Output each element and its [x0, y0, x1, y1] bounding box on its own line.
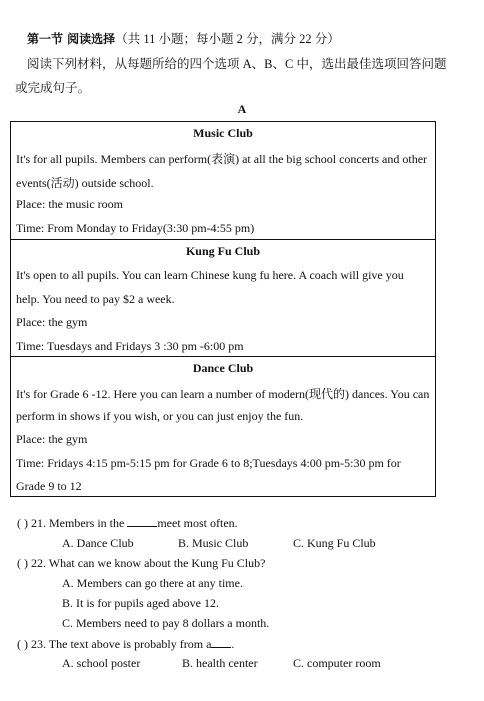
dance-club-title: Dance Club [192, 361, 254, 375]
dance-club-description-1: It's for Grade 6 -12. Here you can learn a number of modern(现代的) dances. You can [16, 387, 430, 401]
question-21 [17, 515, 238, 531]
kungfu-club-time: Time: Tuesdays and Fridays 3 :30 pm -6:00 pm [16, 339, 244, 353]
dance-club-place: Place: the gym [16, 432, 88, 446]
instruction-line-1: 阅读下列材料，从每题所给的四个选项 A、B、C 中，选出最佳选项回答问题 [27, 57, 447, 71]
question-21-option-b[interactable]: B. Music Club [178, 536, 249, 550]
answer-blank-23 [211, 636, 231, 648]
dance-club-time: Time: Fridays 4:15 pm-5:15 pm for Grade 6 to 8;Tuesdays 4:00 pm-5:30 pm for [16, 456, 401, 470]
answer-blank-21 [127, 515, 157, 527]
music-club-place: Place: the music room [16, 197, 123, 211]
dance-club-time-continued: Grade 9 to 12 [16, 479, 82, 493]
question-22-option-a[interactable]: A. Members can go there at any time. [62, 576, 243, 590]
clubs-table [10, 121, 436, 497]
kungfu-club-place: Place: the gym [16, 315, 88, 329]
kungfu-club-title: Kung Fu Club [185, 244, 261, 258]
music-club-time: Time: From Monday to Friday(3:30 pm-4:55 pm) [16, 221, 255, 235]
kungfu-club-section [11, 239, 435, 357]
section-heading-rest: （共 11 小题；每小题 2 分，满分 22 分） [115, 32, 340, 46]
answer-bracket-23[interactable]: ( ) [17, 637, 28, 651]
question-22-stem: 22. What can we know about the Kung Fu Club? [31, 556, 266, 570]
dance-club-section [11, 356, 435, 497]
music-club-title: Music Club [193, 126, 253, 140]
dance-club-description-2: perform in shows if you wish, or you can just enjoy the fun. [16, 409, 304, 423]
question-23-option-b[interactable]: B. health center [182, 656, 258, 670]
music-club-description-1: It's for all pupils. Members can perform(表演) at all the big school concerts and other [16, 152, 428, 166]
question-23 [17, 636, 234, 652]
kungfu-club-description-1: It's open to all pupils. You can learn Chinese kung fu here. A coach will give you [16, 268, 404, 282]
question-21-option-a[interactable]: A. Dance Club [62, 536, 134, 550]
question-21-option-c[interactable]: C. Kung Fu Club [293, 536, 376, 550]
question-22-option-b[interactable]: B. It is for pupils aged above 12. [62, 596, 219, 610]
section-heading-bold: 第一节 阅读选择 [27, 32, 116, 46]
question-23-stem: 23. The text above is probably from a . [31, 637, 235, 651]
question-23-option-c[interactable]: C. computer room [293, 656, 381, 670]
section-heading [27, 29, 340, 47]
kungfu-club-description-2: help. You need to pay $2 a week. [16, 292, 175, 306]
answer-bracket-21[interactable]: ( ) [17, 516, 28, 530]
question-21-stem: 21. Members in the meet most often. [31, 516, 238, 530]
music-club-section [11, 122, 435, 239]
question-22 [17, 556, 265, 571]
question-23-option-a[interactable]: A. school poster [62, 656, 141, 670]
passage-label: A [237, 102, 247, 116]
question-22-option-c[interactable]: C. Members need to pay 8 dollars a month. [62, 616, 270, 630]
instruction-line-2: 或完成句子。 [15, 81, 91, 95]
music-club-description-2: events(活动) outside school. [16, 176, 154, 190]
answer-bracket-22[interactable]: ( ) [17, 556, 28, 570]
